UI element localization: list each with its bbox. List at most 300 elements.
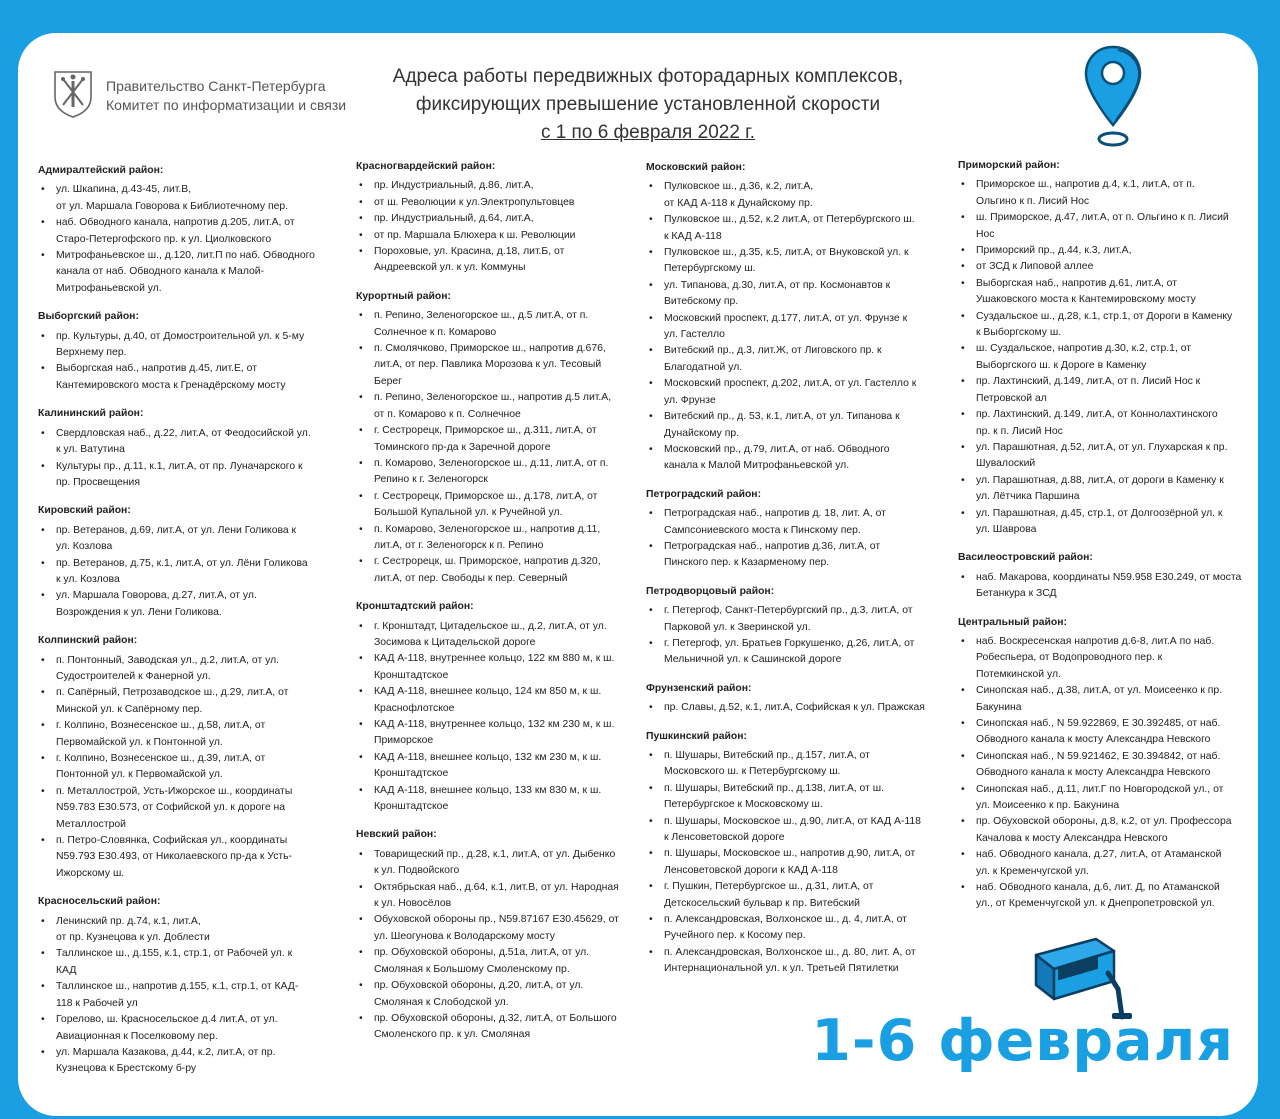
address-line: • ш. Приморское, д.47, лит.А, от п. Ольгино к п. Лисий: [976, 212, 1229, 224]
address-line: Петровской ал: [976, 392, 1047, 404]
address-item: [646, 409, 946, 442]
district-section: [646, 729, 946, 978]
address-item: [646, 636, 946, 669]
address-line: • Витебский пр., д. 53, к.1, лит.А, от ул. Типанова к: [664, 411, 900, 423]
address-line: • п. Шушары, Витебский пр., д.157, лит.А, от: [664, 750, 870, 761]
address-item: [38, 361, 338, 394]
title-line-2: фиксирующих превышение установленной скорости: [415, 94, 881, 115]
district-section: [38, 503, 338, 621]
address-line: • Пулковское ш., д.35, к.5, лит.А, от Внуковской ул. к: [664, 247, 909, 259]
address-line: • Синопская наб., N 59.921462, E 30.394842, от наб.: [976, 750, 1221, 762]
address-item: [356, 228, 638, 244]
address-line: • ул. Шкапина, д.43-45, лит.В,: [56, 184, 192, 196]
address-item: [356, 684, 638, 717]
address-list: [356, 178, 638, 276]
address-line: ул. к Кременчугской ул.: [976, 865, 1089, 877]
address-line: Возрождения к ул. Лени Голикова.: [56, 606, 222, 618]
address-line: к ул. Новосёлов: [374, 898, 452, 910]
address-line: Сампсониевского моста к Пинскому пер.: [664, 524, 861, 536]
address-line: от п. Комарово к п. Солнечное: [374, 408, 521, 420]
address-line: • ул. Маршала Казакова, д.44, к.2, лит.А, от пр.: [56, 1046, 276, 1058]
address-line: Смоляная к Слободской ул.: [374, 996, 509, 1008]
address-item: [958, 341, 1253, 374]
address-line: • г. Сестрорецк, Приморское ш., д.311, лит.А, от: [374, 425, 597, 437]
address-line: Ленсоветовской дороги к КАД А-118: [664, 864, 838, 876]
address-item: [958, 716, 1253, 749]
address-line: • Московский проспект, д.202, лит.А, от ул. Гастелло к: [664, 378, 917, 390]
title-date-range: с 1 по 6 февраля 2022 г.: [540, 122, 756, 143]
address-line: Приморское: [374, 735, 434, 747]
address-line: • наб. Макарова, координаты N59.958 E30.249, от моста: [976, 571, 1242, 583]
district-name: Пушкинский район:: [646, 730, 748, 742]
org-line-1: Правительство Санкт-Петербурга: [106, 78, 326, 94]
location-pin-icon: [1082, 41, 1144, 151]
address-line: • Таллинское ш., напротив д.155, к.1, стр.1, от КАД-: [56, 981, 299, 993]
address-line: Берег: [374, 375, 402, 387]
address-line: • Товарищеский пр., д.28, к.1, лит.А, от ул. Дыбенко: [374, 848, 616, 860]
district-name: Курортный район:: [356, 290, 451, 302]
address-item: [958, 570, 1253, 603]
address-item: [356, 1011, 638, 1044]
address-item: [356, 783, 638, 816]
district-name: Фрунзенский район:: [646, 682, 752, 694]
address-item: [958, 749, 1253, 782]
address-item: [38, 784, 338, 833]
address-list: [38, 653, 338, 883]
address-line: Минской ул. к Сапёрному пер.: [56, 703, 203, 715]
district-section: [958, 158, 1253, 538]
address-line: Качалова к мосту Александра Невского: [976, 832, 1168, 844]
address-line: • Пулковское ш., д.36, к.2, лит.А,: [664, 181, 814, 193]
address-line: • наб. Обводного канала, д.6, лит. Д, по Атаманской: [976, 882, 1220, 894]
district-name: Петродворцовый район:: [646, 585, 775, 597]
address-line: к КАД А-118: [664, 230, 722, 242]
address-list: [646, 700, 946, 716]
address-list: [356, 619, 638, 816]
address-line: N59.783 E30.573, от Софийской ул. к дороге на: [56, 802, 285, 814]
address-line: • наб. Обводного канала, д.27, лит.А, от Атаманской: [976, 849, 1222, 861]
address-line: • Свердловская наб., д.22, лит.А, от Феодосийской ул.: [56, 427, 311, 439]
address-line: N59.793 E30.493, от Николаевского пр-да к Усть-: [56, 851, 293, 863]
address-line: Авиационная к Поселковому пер.: [56, 1030, 218, 1042]
address-line: Металлострой: [56, 818, 126, 830]
address-line: Ижорскому ш.: [56, 867, 125, 879]
address-item: [646, 343, 946, 376]
address-line: • г. Пушкин, Петербургское ш., д.31, лит.А, от: [664, 881, 874, 893]
address-item: [38, 653, 338, 686]
district-section: [356, 159, 638, 277]
address-item: [38, 833, 338, 882]
address-line: • Выборгская наб., напротив д.61, лит.А, от: [976, 277, 1177, 289]
address-line: ул. Гастелло: [664, 329, 725, 341]
address-line: • п. Шушары, Витебский пр., д.138, лит.А, от ш.: [664, 782, 884, 794]
address-line: • пр. Обуховской обороны, д.8, к.2, от ул. Профессора: [976, 816, 1232, 828]
address-item: [646, 912, 946, 945]
address-item: [38, 523, 338, 556]
district-name: Московский район:: [646, 162, 746, 173]
address-line: • г. Колпино, Вознесенское ш., д.58, лит.А, от: [56, 720, 266, 732]
address-item: [958, 814, 1253, 847]
address-item: [356, 912, 638, 945]
address-item: [646, 539, 946, 572]
address-line: Судостроителей к Фанерной ул.: [56, 670, 211, 682]
address-list: [646, 748, 946, 978]
address-item: [958, 407, 1253, 440]
address-line: • Горелово, ш. Красносельское д.4 лит.А, от ул.: [56, 1014, 278, 1026]
address-line: Потемкинской ул.: [976, 668, 1061, 680]
address-line: • Ленинский пр. д.74, к.1, лит.А,: [56, 915, 201, 927]
address-line: ул. Козлова: [56, 541, 113, 553]
address-line: Ольгино к п. Лисий Нос: [976, 195, 1090, 207]
address-item: [38, 751, 338, 784]
address-item: [38, 426, 338, 459]
address-item: [646, 748, 946, 781]
address-item: [356, 390, 638, 423]
address-item: [646, 278, 946, 311]
address-item: [356, 978, 638, 1011]
address-line: Петербургское к Московскому ш.: [664, 799, 823, 811]
address-line: от КАД А-118 к Дунайскому пр.: [664, 197, 813, 209]
address-item: [958, 259, 1253, 275]
address-item: [958, 506, 1253, 539]
address-line: Детскосельский бульвар к пр. Витебский: [664, 897, 860, 909]
address-item: [356, 456, 638, 489]
address-line: • пр. Индустриальный, д.86, лит.А,: [374, 180, 534, 192]
address-line: • п. Комарово, Зеленогорское ш., напротив д.11,: [374, 523, 601, 535]
district-section: [38, 894, 338, 1077]
address-item: [356, 341, 638, 390]
address-item: [38, 556, 338, 589]
address-list: [958, 177, 1253, 538]
address-line: Нос: [976, 228, 995, 240]
address-item: [356, 717, 638, 750]
address-item: [38, 914, 338, 947]
address-line: • ул. Типанова, д.30, лит.А, от пр. Космонавтов к: [664, 279, 891, 291]
address-line: Кантемировского моста к Гренадёрскому мосту: [56, 379, 286, 391]
address-list: [38, 329, 338, 395]
address-line: • пр. Культуры, д.40, от Домостроительной ул. к 5-му: [56, 330, 305, 342]
district-section: [356, 289, 638, 587]
address-line: • ул. Маршала Говорова, д.27, лит.А, от ул.: [56, 590, 257, 602]
address-line: Первомайской ул. к Понтонной ул.: [56, 736, 223, 748]
address-item: [356, 554, 638, 587]
address-line: • п. Репино, Зеленогорское ш., напротив д.5 лит.А,: [374, 392, 612, 404]
address-line: • пр. Ветеранов, д.69, лит.А, от ул. Лени Голикова к: [56, 524, 297, 536]
address-line: Выборгского ш. к Дороге в Каменку: [976, 359, 1147, 371]
address-item: [38, 1012, 338, 1045]
address-line: • г. Сестрорецк, ш. Приморское, напротив д.320,: [374, 556, 601, 568]
address-line: • ш. Суздальское, напротив д.30, к.2, стр.1, от: [976, 343, 1192, 355]
address-line: ул., от Кременчугской ул. к Днепропетровской ул.: [976, 898, 1215, 910]
address-line: • Митрофаньевское ш., д.120, лит.П по наб. Обводного: [56, 250, 315, 262]
address-item: [958, 276, 1253, 309]
district-section: [38, 309, 338, 394]
address-line: • КАД А-118, внешнее кольцо, 124 км 850 м, к ш.: [374, 686, 602, 698]
address-line: • от ш. Революции к ул.Электропультовцев: [374, 196, 575, 208]
address-item: [356, 195, 638, 211]
district-name: Адмиралтейский район:: [38, 165, 164, 176]
address-list: [646, 506, 946, 572]
address-item: [646, 311, 946, 344]
content-card: [18, 33, 1258, 1116]
district-name: Кировский район:: [38, 505, 131, 517]
address-line: канала к Малой Митрофаньевской ул.: [664, 460, 850, 472]
address-item: [958, 374, 1253, 407]
address-line: Репино к г. Зеленогорск: [374, 474, 488, 486]
district-section: [646, 681, 946, 717]
address-line: Бакунина: [976, 701, 1022, 713]
address-line: • п. Репино, Зеленогорское ш., д.5 лит.А, от п.: [374, 310, 589, 322]
address-line: • Таллинское ш., д.155, к.1, стр.1, от Рабочей ул. к: [56, 948, 293, 960]
address-list: [356, 308, 638, 587]
coat-of-arms-icon: [52, 69, 94, 119]
address-line: канала от наб. Обводного канала к Малой-: [56, 266, 265, 278]
address-line: Обводного канала к мосту Александра Невского: [976, 767, 1211, 779]
address-line: • п. Петро-Словянка, Софийская ул., координаты: [56, 835, 288, 847]
address-item: [38, 685, 338, 718]
address-line: • ул. Парашютная, д.88, лит.А, от дороги в Каменку к: [976, 474, 1224, 486]
address-line: от пр. Кузнецова к ул. Доблести: [56, 932, 210, 944]
address-line: • г. Сестрорецк, Приморское ш., д.178, лит.А, от: [374, 490, 598, 502]
district-name: Выборгский район:: [38, 311, 139, 323]
address-line: к ул. Ватутина: [56, 444, 125, 456]
address-line: • пр. Обуховской обороны, д.32, лит.А, от Большого: [374, 1012, 617, 1024]
address-line: • Пороховые, ул. Красина, д.18, лит.Б, от: [374, 246, 565, 258]
address-item: [38, 946, 338, 979]
district-section: [38, 633, 338, 882]
address-item: [356, 211, 638, 227]
address-line: к Выборгскому ш.: [976, 327, 1062, 339]
address-line: ул. Моисеенко к пр. Бакунина: [976, 800, 1120, 812]
big-date-label: 1-6 февраля: [811, 1008, 1234, 1074]
district-section: [958, 615, 1253, 913]
address-item: [646, 212, 946, 245]
address-line: Смоляная к Большому Смоленскому пр.: [374, 963, 570, 975]
address-line: от ул. Маршала Говорова к Библиотечному пер.: [56, 200, 289, 212]
address-list: [958, 634, 1253, 913]
address-line: к ул. Подвойского: [374, 865, 460, 877]
district-section: [356, 599, 638, 815]
address-line: Мельничной ул. к Сашинской дороге: [664, 654, 842, 666]
district-section: [646, 487, 946, 572]
address-line: Дунайскому пр.: [664, 427, 740, 439]
address-line: • пр. Ветеранов, д.75, к.1, лит.А, от ул. Лёни Голикова: [56, 557, 308, 569]
address-item: [38, 248, 338, 297]
address-line: • от пр. Маршала Блюхера к ш. Революции: [374, 229, 576, 241]
address-line: • п. Понтонный, Заводская ул., д.2, лит.А, от ул.: [56, 654, 280, 666]
address-list: [38, 182, 338, 297]
address-line: • г. Кронштадт, Цитадельское ш., д.2, лит.А, от ул.: [374, 620, 607, 632]
address-column: [958, 158, 1253, 925]
address-line: пр. Просвещения: [56, 476, 140, 488]
address-item: [646, 603, 946, 636]
address-item: [356, 750, 638, 783]
address-line: • п. Шушары, Московское ш., напротив д.90, лит.А, от: [664, 848, 916, 860]
address-column: [356, 159, 638, 1056]
address-item: [958, 782, 1253, 815]
address-item: [958, 243, 1253, 259]
address-line: Ручейного пер. к Косому пер.: [664, 930, 806, 942]
address-list: [958, 570, 1253, 603]
address-line: • наб. Обводного канала, напротив д.205, лит.А, от: [56, 217, 295, 229]
address-item: [646, 700, 946, 716]
address-list: [38, 426, 338, 492]
address-item: [646, 179, 946, 212]
address-item: [958, 177, 1253, 210]
address-item: [356, 945, 638, 978]
address-line: Робеспьера, от Водопроводного пер. к: [976, 652, 1163, 664]
address-line: • п. Смолячково, Приморское ш., напротив д.676,: [374, 343, 606, 355]
address-line: ул. Лётчика Паршина: [976, 491, 1080, 503]
address-line: • г. Колпино, Вознесенское ш., д.39, лит.А, от: [56, 753, 266, 764]
address-line: Интернациональной ул. к ул. Третьей Пятилетки: [664, 963, 899, 975]
address-line: Кронштадтское: [374, 669, 449, 681]
address-line: Смоленского пр. к ул. Смоляная: [374, 1029, 531, 1041]
address-line: 118 к Рабочей ул: [56, 997, 138, 1009]
district-section: [356, 827, 638, 1043]
address-item: [646, 245, 946, 278]
address-item: [646, 846, 946, 879]
address-item: [356, 847, 638, 880]
address-line: Бетанкура к ЗСД: [976, 588, 1057, 600]
address-item: [356, 423, 638, 456]
district-name: Калининский район:: [38, 408, 144, 420]
address-line: Кузнецова к Брестскому б-ру: [56, 1063, 197, 1075]
address-line: пр. к п. Лисий Нос: [976, 425, 1063, 437]
address-line: • п. Металлострой, Усть-Ижорское ш., координаты: [56, 785, 293, 797]
district-section: [646, 160, 946, 475]
address-item: [958, 847, 1253, 880]
address-line: • Приморский пр., д.44, к.3, лит.А,: [976, 245, 1132, 257]
address-line: Андреевской ул. к ул. Коммуны: [374, 262, 526, 274]
address-line: • п. Комарово, Зеленогорское ш., д.11, лит.А, от п.: [374, 457, 609, 469]
address-line: ул. Фрунзе: [664, 394, 716, 406]
address-item: [356, 489, 638, 522]
address-line: Шувалоский: [976, 458, 1036, 470]
address-line: • Витебский пр., д.3, лит.Ж, от Лиговского пр. к: [664, 345, 882, 357]
address-line: ул. Шаврова: [976, 523, 1037, 535]
address-list: [38, 523, 338, 621]
page-title: [348, 63, 948, 147]
title-line-1: Адреса работы передвижных фоторадарных комплексов,: [392, 66, 904, 87]
address-line: • Синопская наб., д.38, лит.А, от ул. Моисеенко к пр.: [976, 685, 1223, 697]
address-item: [38, 459, 338, 492]
address-line: • Синопская наб., д.11, лит.Г по Новгородской ул., от: [976, 783, 1224, 795]
address-line: Краснофлотское: [374, 702, 455, 714]
address-line: Пинского пер. к Казарменому пер.: [664, 557, 830, 569]
address-line: Верхнему пер.: [56, 347, 127, 359]
address-line: • Петроградская наб., напротив д.36, лит.А, от: [664, 540, 881, 552]
address-line: • Культуры пр., д.11, к.1, лит.А, от пр. Луначарского к: [56, 460, 303, 472]
address-item: [38, 979, 338, 1012]
address-line: Благодатной ул.: [664, 361, 743, 373]
address-line: • г. Петергоф, ул. Братьев Горкушенко, д.26, лит.А, от: [664, 637, 915, 649]
district-name: Невский район:: [356, 829, 437, 841]
address-line: • пр. Славы, д.52, к.1, лит.А, Софийская к ул. Пражская: [664, 702, 925, 714]
address-line: • Московский проспект, д.177, лит.А, от ул. Фрунзе к: [664, 312, 908, 324]
address-line: лит.А, от пер. Свободы к пер. Северный: [374, 572, 568, 584]
district-name: Петроградский район:: [646, 488, 762, 500]
address-line: • п. Сапёрный, Петрозаводское ш., д.29, лит.А, от: [56, 687, 289, 699]
address-line: Обводного канала к мосту Александра Невского: [976, 734, 1211, 746]
address-line: Понтонной ул. к Первомайской ул.: [56, 769, 223, 781]
district-name: Колпинский район:: [38, 635, 138, 647]
address-line: • Синопская наб., N 59.922869, E 30.392485, от наб.: [976, 718, 1221, 729]
district-section: [646, 584, 946, 669]
address-line: • Московский пр., д.79, лит.А, от наб. Обводного: [664, 443, 890, 455]
address-item: [646, 442, 946, 475]
org-line-2: Комитет по информатизации и связи: [106, 97, 347, 113]
address-line: • пр. Лахтинский, д.149, лит.А, от п. Лисий Нос к: [976, 376, 1201, 388]
address-line: Кронштадтское: [374, 768, 449, 780]
address-item: [38, 182, 338, 215]
address-item: [356, 244, 638, 277]
address-item: [356, 619, 638, 652]
district-name: Приморский район:: [958, 160, 1060, 171]
address-item: [356, 308, 638, 341]
address-line: • КАД А-118, внешнее кольцо, 132 км 230 м, к ш.: [374, 751, 602, 763]
address-item: [38, 329, 338, 362]
address-item: [958, 683, 1253, 716]
address-item: [958, 309, 1253, 342]
address-line: ул. Шеогунова к Володарскому мосту: [374, 930, 555, 942]
address-line: лит.А, от г. Зеленогорск к п. Репино: [374, 539, 544, 551]
address-item: [356, 651, 638, 684]
address-line: Зосимова к Цитадельской дороге: [374, 636, 536, 648]
district-section: [38, 163, 338, 297]
address-line: Кронштадтское: [374, 801, 449, 813]
address-line: • от ЗСД к Липовой аллее: [976, 261, 1094, 273]
address-line: Митрофаньевской ул.: [56, 282, 162, 294]
address-line: • КАД А-118, внутреннее кольцо, 132 км 230 м, к ш.: [374, 719, 615, 730]
address-item: [38, 215, 338, 248]
address-line: • пр. Индустриальный, д.64, лит.А,: [374, 213, 534, 225]
address-line: • наб. Воскресенская напротив д.6-8, лит.А по наб.: [976, 635, 1215, 647]
address-item: [958, 473, 1253, 506]
address-line: • КАД А-118, внешнее кольцо, 133 км 830 м, к ш.: [374, 784, 602, 796]
address-line: • ул. Парашютная, д.45, стр.1, от Долгоозёрной ул. к: [976, 507, 1223, 519]
district-section: [958, 550, 1253, 602]
address-item: [356, 178, 638, 194]
address-line: • ул. Парашютная, д.52, лит.А, от ул. Глухарская к пр.: [976, 441, 1228, 453]
district-name: Центральный район:: [958, 616, 1067, 628]
address-item: [646, 781, 946, 814]
address-line: Витебскому пр.: [664, 296, 739, 308]
address-item: [958, 880, 1253, 913]
organization-name: [106, 77, 346, 115]
address-line: Московского ш. к Петербургскому ш.: [664, 766, 841, 778]
address-line: • Октябрьская наб., д.64, к.1, лит.В, от ул. Народная: [374, 881, 619, 893]
district-name: Кронштадтский район:: [356, 601, 474, 613]
district-name: Василеостровский район:: [958, 552, 1093, 564]
address-item: [958, 634, 1253, 683]
address-line: Солнечное к п. Комарово: [374, 326, 497, 338]
address-line: лит.А, от пер. Павлика Морозова к ул. Тесовый: [374, 359, 602, 371]
address-line: Петербургскому ш.: [664, 263, 756, 275]
address-line: • пр. Обуховской обороны, д.20, лит.А, от ул.: [374, 980, 584, 992]
address-item: [38, 718, 338, 751]
district-section: [38, 406, 338, 491]
address-line: • п. Александровская, Волхонское ш., д. 80, лит. А, от: [664, 946, 916, 958]
address-item: [356, 522, 638, 555]
address-list: [646, 603, 946, 669]
address-line: Томинского пр-да к Заречной дороге: [374, 441, 551, 453]
address-item: [356, 880, 638, 913]
address-item: [646, 814, 946, 847]
address-item: [646, 506, 946, 539]
address-line: • Петроградская наб., напротив д. 18, лит. А, от: [664, 508, 886, 520]
address-line: • КАД А-118, внутреннее кольцо, 122 км 880 м, к ш.: [374, 653, 615, 665]
